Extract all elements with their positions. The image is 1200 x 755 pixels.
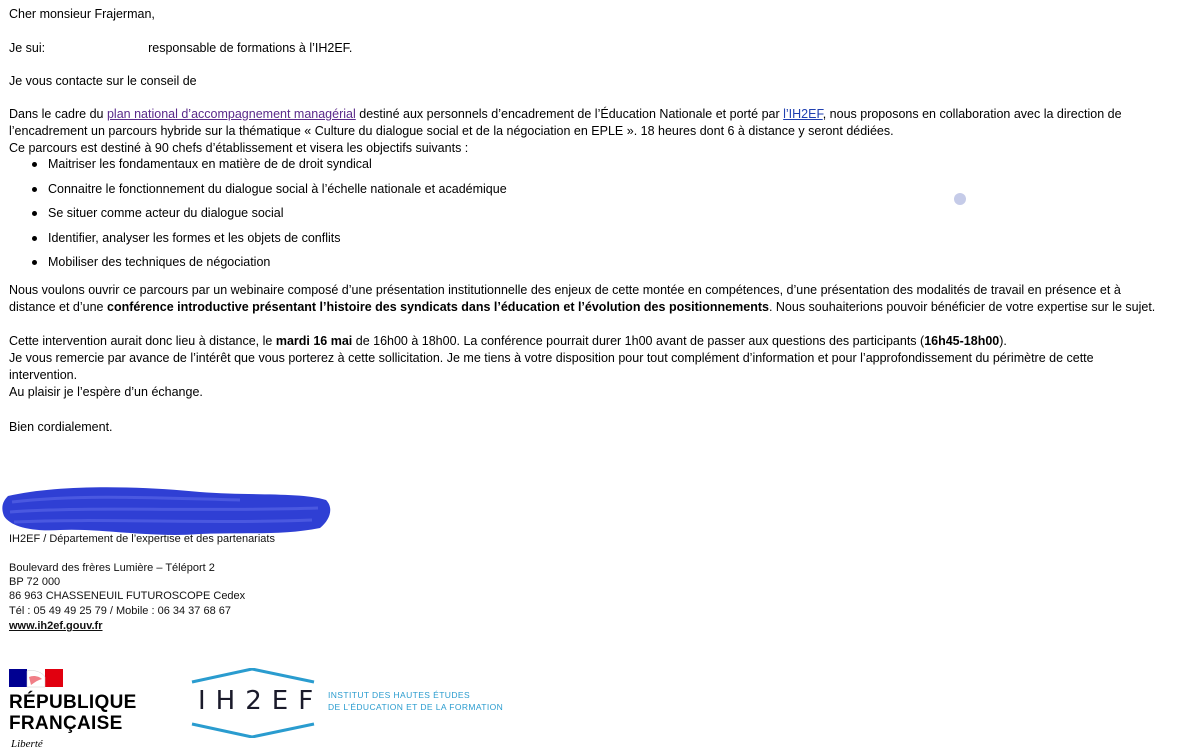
bullet-icon [32,162,37,167]
rf-line-2: FRANÇAISE [9,713,123,734]
bullet-icon [32,187,37,192]
p3-time: 16h45-18h00 [924,334,1000,348]
greeting: Cher monsieur Frajerman, [9,7,155,21]
cursor-marker [954,193,966,205]
signature-dept: IH2EF / Département de l’expertise et des partenariats [9,533,275,545]
p1-text-a: Dans le cadre du [9,107,107,121]
paragraph-1-line-3: Ce parcours est destiné à 90 chefs d’établissement et visera les objectifs suivants : [9,141,469,155]
marianne-logo [9,667,65,689]
ih2ef-caption-1: INSTITUT DES HAUTES ÉTUDES [328,690,471,700]
paragraph-2-line-1: Nous voulons ouvrir ce parcours par un webinaire composé d’une présentation institutionnelle des enjeux de cette montée en compétences, d’une présentation des modalités de travail en présence et à [9,283,1121,297]
p2-text-a: distance et d’une [9,300,107,314]
redaction-scribble [0,478,340,548]
ih2ef-caption-2: DE L’ÉDUCATION ET DE LA FORMATION [328,702,504,712]
paragraph-4-line-3: Au plaisir je l’espère d’un échange. [9,385,203,399]
website-link[interactable]: www.ih2ef.gouv.fr [9,620,103,632]
list-item: Identifier, analyser les formes et les objets de conflits [30,230,507,255]
contact-line: Je vous contacte sur le conseil de [9,74,197,88]
phone-line: Tél : 05 49 49 25 79 / Mobile : 06 34 37 68 67 [9,605,231,617]
rf-line-1: RÉPUBLIQUE [9,692,137,713]
ih2ef-link[interactable]: l’IH2EF [783,107,823,121]
intro-suffix: responsable de formations à l’IH2EF. [148,41,353,55]
address-line-3: 86 963 CHASSENEUIL FUTUROSCOPE Cedex [9,590,246,602]
address-line-2: BP 72 000 [9,576,61,588]
p3-text-b: de 16h00 à 18h00. La conférence pourrait durer 1h00 avant de passer aux questions des participants ( [352,334,925,348]
ih2ef-wordmark: IH2EF [198,686,324,716]
list-item: Connaitre le fonctionnement du dialogue social à l’échelle nationale et académique [30,181,507,206]
p1-text-c: , nous proposons en collaboration avec la direction de [822,107,1122,121]
list-item: Mobiliser des techniques de négociation [30,254,507,279]
bullet-icon [32,236,37,241]
closing: Bien cordialement. [9,420,113,434]
plan-national-link[interactable]: plan national d’accompagnement managérial [106,107,356,121]
address-line-1: Boulevard des frères Lumière – Téléport 2 [9,562,215,574]
paragraph-3 [9,333,1007,350]
bullet-icon [32,211,37,216]
p3-date: mardi 16 mai [275,334,353,348]
list-item: Se situer comme acteur du dialogue social [30,205,507,230]
paragraph-1-line-1 [9,106,1122,123]
p3-text-c: ). [999,334,1007,348]
list-item: Maitriser les fondamentaux en matière de de droit syndical [30,156,507,181]
objectives-list [30,156,507,279]
rf-motto: Liberté [11,738,43,750]
paragraph-1-line-2: l’encadrement un parcours hybride sur la thématique « Culture du dialogue social et de la négociation en EPLE ». 18 heures dont 6 à distance y seront dédiées. [9,124,894,138]
paragraph-4-line-1: Je vous remercie par avance de l’intérêt que vous porterez à cette sollicitation. Je me tiens à votre disposition pour tout complément d’information et pour l’approfondissement du périmètre de cette [9,351,1094,365]
intro-line [9,40,352,57]
paragraph-2-line-2 [9,299,1155,316]
intro-prefix: Je sui: [9,41,46,55]
p2-bold: conférence introductive présentant l’histoire des syndicats dans l’éducation et l’évolution des positionnements [107,300,769,314]
p3-text-a: Cette intervention aurait donc lieu à distance, le [9,334,276,348]
paragraph-4-line-2: intervention. [9,368,78,382]
p1-text-b: destiné aux personnels d’encadrement de l’Éducation Nationale et porté par [355,107,784,121]
bullet-icon [32,260,37,265]
p2-text-b: . Nous souhaiterions pouvoir bénéficier de votre expertise sur le sujet. [768,300,1156,314]
